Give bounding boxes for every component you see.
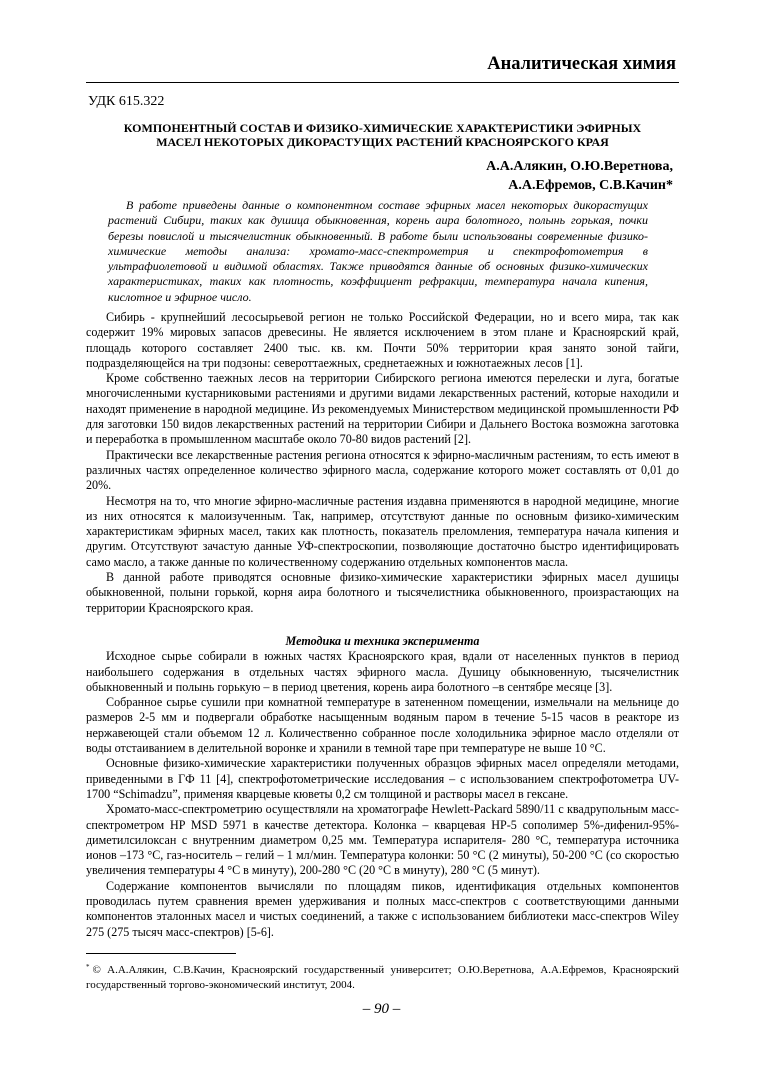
paragraph: Хромато-масс-спектрометрию осуществляли на хроматографе Hewlett-Packard 5890/11 с квадрупольным масс-спектрометром HP MSD 5971 в качестве детектора. Колонка – кварцевая HP-5 сополимер 5%-дифенил-95%-диметилсилоксан с внутренним диаметром 0,25 мм. Температура испарителя- 280 °С, температура источника ионов –173 °С, газ-носитель – гелий – 1 мл/мин. Температура колонки: 50 °С (2 минуты), 50-200 °С (со скоростью увеличения температуры 4 °С в минуту), 200-280 °С (20 °С в минуту), 280 °С (5 минут). (86, 802, 679, 878)
paragraph: В данной работе приводятся основные физико-химические характеристики эфирных масел душицы обыкновенной, полыни горькой, корня аира болотного и тысячелистника обыкновенного, произрастающих на территории Красноярского края. (86, 570, 679, 615)
paragraph: Практически все лекарственные растения региона относятся к эфирно-масличным растениям, то есть имеют в различных частях определенное количество эфирного масла, содержание которого может составлять от 0,01 до 20%. (86, 447, 679, 493)
methods-heading: Методика и техника эксперимента (285, 633, 480, 648)
paragraph: Исходное сырье собирали в южных частях Красноярского края, вдали от населенных пунктов в период наибольшего содержания в отдельных частях эфирного масла. Душицу обыкновенную, тысячелистник обыкновенный и полынь горькую – в период цветения, корень аира болотного –в сентябре месяце [3]. (86, 649, 679, 694)
footnote-mark: * (86, 963, 90, 971)
section-title: Аналитическая химия (487, 54, 676, 74)
paragraph: Содержание компонентов вычисляли по площадям пиков, идентификация отдельных компонентов проводилась путем сравнения времен удерживания и полных масс-спектров с соответствующими данными компонентов эталонных масел и чистых соединений, а также с использованием библиотеки масс-спектров Wiley 275 (275 тысяч масс-спектров) [5-6]. (86, 878, 679, 939)
article-title-line-2: МАСЕЛ НЕКОТОРЫХ ДИКОРАСТУЩИХ РАСТЕНИЙ КРАСНОЯРСКОГО КРАЯ (156, 135, 609, 149)
article-title-line-1: КОМПОНЕНТНЫЙ СОСТАВ И ФИЗИКО-ХИМИЧЕСКИЕ ХАРАКТЕРИСТИКИ ЭФИРНЫХ (123, 121, 642, 135)
footnote-text: © А.А.Алякин, С.В.Качин, Красноярский государственный университет; О.Ю.Веретнова, А.А.Ефремов, Красноярский государственный торгово-экономический институт, 2004. (86, 964, 679, 991)
authors-line-2: А.А.Ефремов, С.В.Качин* (508, 178, 673, 193)
paragraph: Основные физико-химические характеристики полученных образцов эфирных масел определяли методами, приведенными в ГФ 11 [4], спектрофотометрические исследования – с использованием спектрофотометра UV-1700 “Schimadzu”, применяя кварцевые кюветы 0,2 см толщиной и растворы масел в гексане. (86, 756, 679, 801)
authors-line-1: А.А.Алякин, О.Ю.Веретнова, (486, 159, 673, 174)
article-body (86, 310, 679, 940)
paragraph: Собранное сырье сушили при комнатной температуре в затененном помещении, измельчали на мельнице до размеров 2-5 мм и подвергали обработке насыщенным водяным паром в течение 5-15 часов в реакторе из нержавеющей стали объемом 12 л. Количественно собранное после холодильника эфирное масло отделяли от воды отстаиванием в делительной воронке и хранили в темной таре при температуре не выше 10 °С. (86, 695, 679, 756)
article-title (86, 121, 679, 149)
abstract: В работе приведены данные о компонентном составе эфирных масел некоторых дикорастущих растений Сибири, таких как душица обыкновенная, корень аира болотного, полынь горькая, почки березы повислой и тысячелистник обыкновенный. В работе были использованы современные физико-химические методы анализа: хромато-масс-спектрометрия и спектрофотометрия в ультрафиолетовой и видимой областях. Также приводятся данные об основных физико-химических характеристиках, таких как плотность, коэффициент рефракции, температура начала кипения, кислотное и эфирное число. (108, 198, 648, 304)
footnote (86, 960, 679, 993)
header-rule (86, 82, 679, 83)
paragraph: Сибирь - крупнейший лесосырьевой регион не только Российской Федерации, но и всего мира, так как содержит 19% мировых запасов древесины. Не является исключением в этом плане и Красноярский край, площадь которого составляет 2400 тыс. кв. км. Почти 50% территории края занято зоной тайги, подразделяющейся на три подзоны: североттаежных, среднетаежных и южнотаежных лесов [1]. (86, 310, 679, 370)
authors (380, 157, 673, 195)
page-number: – 90 – (362, 1001, 401, 1017)
paragraph: Несмотря на то, что многие эфирно-масличные растения издавна применяются в народной медицине, многие из них относятся к малоизученным. Так, например, отсутствуют данные по основным физико-химическим характеристикам эфирных масел, таких как плотность, показатель преломления, температура начала кипения и другим. Отсутствуют зачастую данные УФ-спектроскопии, позволяющие достаточно быстро идентифицировать само масло, а также данные по количественному содержанию отдельных компонентов масла. (86, 493, 679, 569)
footnote-rule (86, 953, 236, 954)
paragraph: Кроме собственно таежных лесов на территории Сибирского региона имеются перелески и луга, богатые многочисленными кустарниковыми растениями и другими видами лекарственных растений, которые находили и находят применение в народной медицине. Из рекомендуемых Министерством медицинской промышленности РФ для заготовки 150 видов лекарственных растений на территории Сибири и Дальнего Востока возможна заготовка и переработка в промышленном масштабе около 70-80 видов растений [2]. (86, 371, 679, 447)
udc-code: УДК 615.322 (88, 94, 165, 109)
